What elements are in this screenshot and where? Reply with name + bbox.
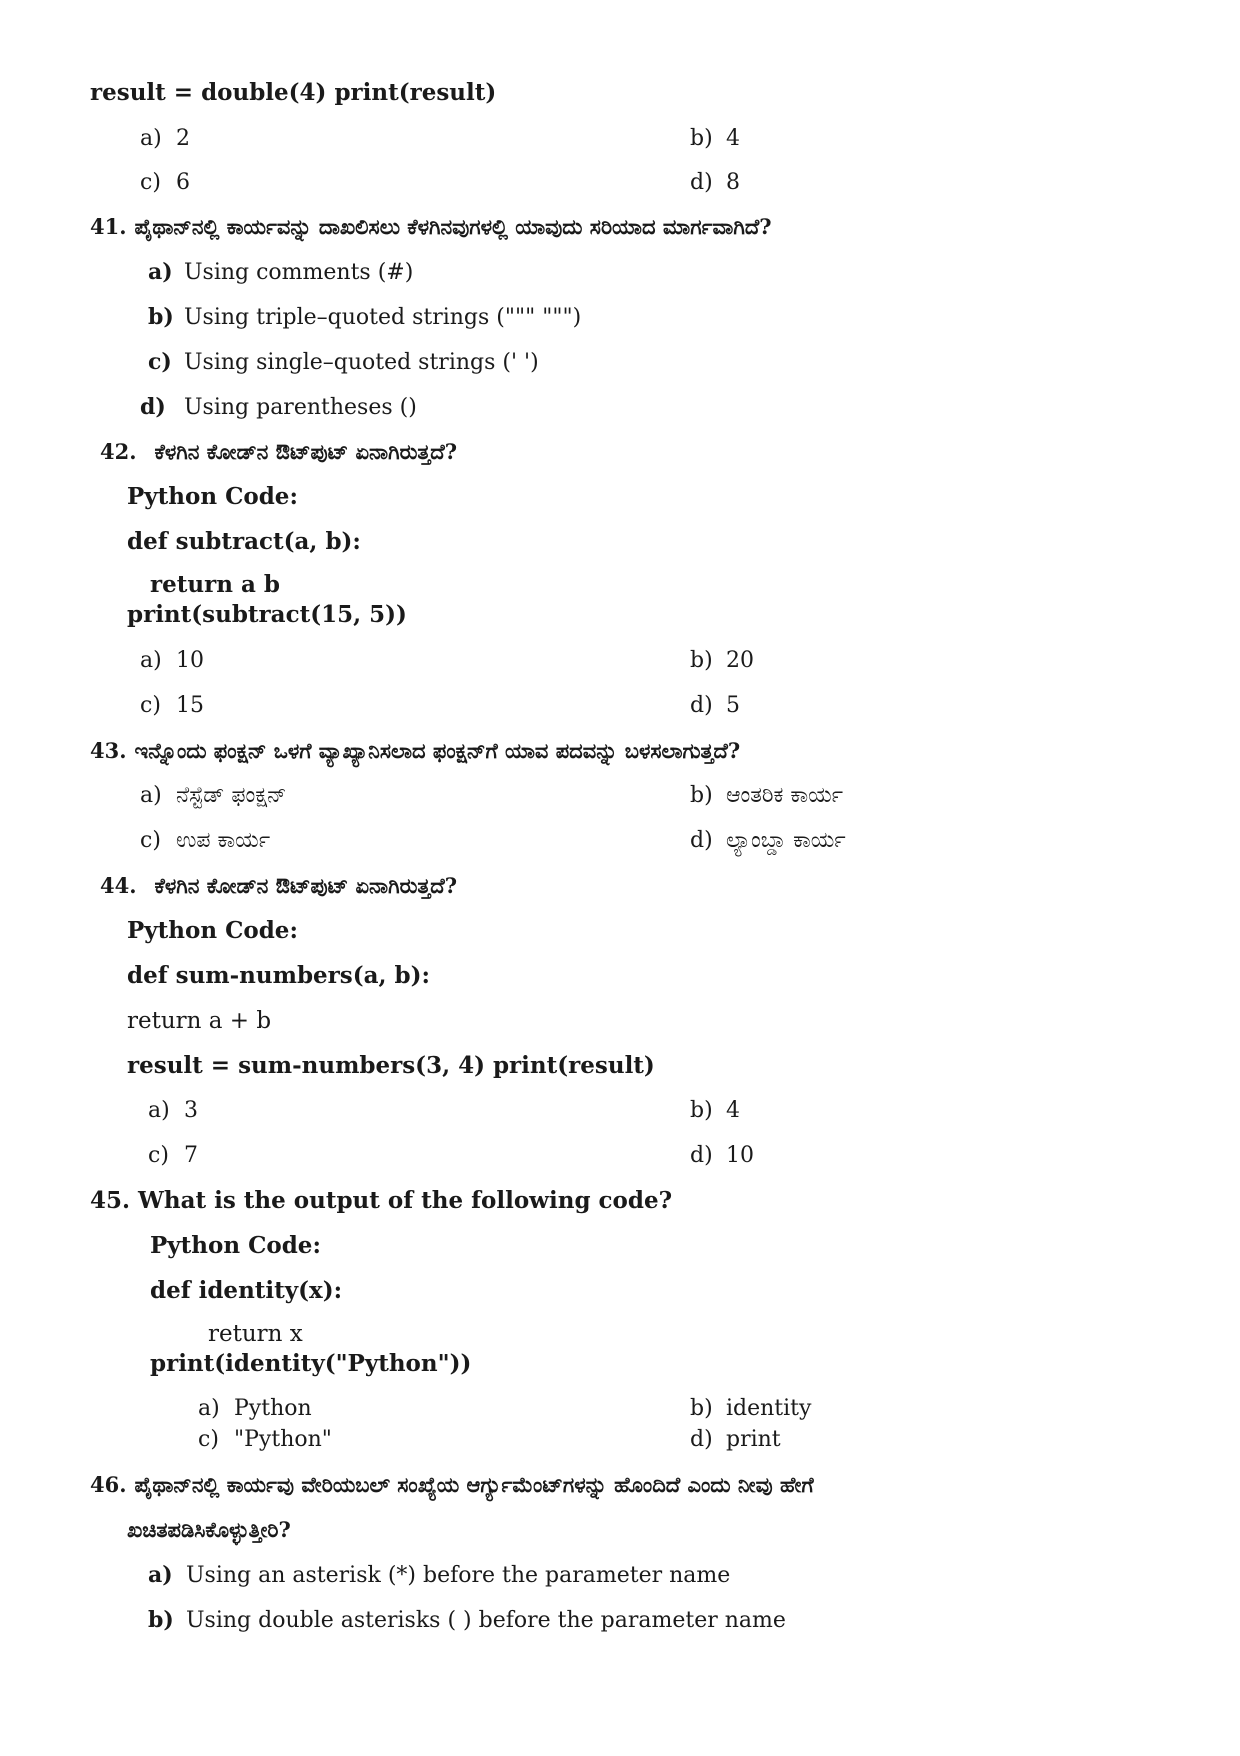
code-line: print(identity("Python")) — [150, 1350, 472, 1377]
code-line: def sum-numbers(a, b): — [127, 962, 430, 989]
option-a: a) ನೆಸ್ಟೆಡ್ ಫಂಕ್ಷನ್ — [140, 783, 287, 808]
question-44: 44. ಕೆಳಗಿನ ಕೋಡ್‌ನ ಔಟ್‌ಪುಟ್ ಏನಾಗಿರುತ್ತದೆ? — [100, 873, 457, 898]
code-line: def identity(x): — [150, 1277, 343, 1304]
question-42: 42. ಕೆಳಗಿನ ಕೋಡ್‌ನ ಔಟ್‌ಪುಟ್ ಏನಾಗಿರುತ್ತದೆ? — [100, 439, 457, 464]
option-a: a) 3 — [148, 1098, 198, 1123]
option-b: b) 4 — [690, 1098, 740, 1123]
option-b: b) ಆಂತರಿಕ ಕಾರ್ಯ — [690, 783, 844, 808]
code-label: Python Code: — [127, 917, 298, 944]
option-c: c) 6 — [140, 170, 190, 195]
code-line: def subtract(a, b): — [127, 528, 361, 555]
question-46: 46. ಪೈಥಾನ್‌ನಲ್ಲಿ ಕಾರ್ಯವು ವೇರಿಯಬಲ್ ಸಂಖ್ಯೆಯ ಆರ್ಗ್ಯುಮೆಂಟ್‌ಗಳನ್ನು ಹೊಂದಿದೆ ಎಂದು ನೀವು ಹೇಗೆ — [90, 1472, 814, 1497]
code-line: result = sum-numbers(3, 4) print(result) — [127, 1052, 655, 1079]
option-a: a) 2 — [140, 126, 190, 151]
option-b: b) Using double asterisks ( ) before the parameter name — [148, 1607, 786, 1633]
option-b: b) identity — [690, 1396, 812, 1421]
option-c: c) "Python" — [198, 1427, 332, 1452]
option-b: b) 4 — [690, 126, 740, 151]
option-a: a) 10 — [140, 648, 204, 673]
option-c: c) ಉಪ ಕಾರ್ಯ — [140, 828, 271, 853]
code-line: return x — [208, 1321, 303, 1347]
option-b: b) Using triple–quoted strings (""" """) — [148, 304, 582, 330]
code-line: print(subtract(15, 5)) — [127, 601, 407, 628]
code-label: Python Code: — [127, 483, 298, 510]
option-a: a) Using an asterisk (*) before the parameter name — [148, 1562, 731, 1588]
code-label: Python Code: — [150, 1232, 321, 1259]
option-a: a) Python — [198, 1396, 312, 1421]
question-43: 43. ಇನ್ನೊಂದು ಫಂಕ್ಷನ್ ಒಳಗೆ ವ್ಯಾಖ್ಯಾನಿಸಲಾದ ಫಂಕ್ಷನ್‌ಗೆ ಯಾವ ಪದವನ್ನು ಬಳಸಲಾಗುತ್ತದೆ? — [90, 738, 741, 763]
question-45: 45. What is the output of the following code? — [90, 1187, 673, 1214]
option-d: d) 8 — [690, 170, 740, 195]
option-d: d) 5 — [690, 693, 740, 718]
option-d: d) Using parentheses () — [140, 394, 417, 420]
question-41: 41. ಪೈಥಾನ್‌ನಲ್ಲಿ ಕಾರ್ಯವನ್ನು ದಾಖಲಿಸಲು ಕೆಳಗಿನವುಗಳಲ್ಲಿ ಯಾವುದು ಸರಿಯಾದ ಮಾರ್ಗವಾಗಿದೆ? — [90, 214, 772, 239]
code-line: return a b — [150, 571, 280, 598]
question-46-continuation: ಖಚಿತಪಡಿಸಿಕೊಳ್ಳುತ್ತೀರಿ? — [127, 1517, 291, 1542]
option-c: c) 7 — [148, 1143, 198, 1168]
option-d: d) ಲ್ಯಾಂಬ್ಡಾ ಕಾರ್ಯ — [690, 828, 846, 853]
code-line: return a + b — [127, 1008, 272, 1034]
option-d: d) print — [690, 1427, 781, 1452]
option-c: c) 15 — [140, 693, 204, 718]
code-line: result = double(4) print(result) — [90, 79, 497, 106]
option-b: b) 20 — [690, 648, 754, 673]
option-d: d) 10 — [690, 1143, 754, 1168]
option-c: c) Using single–quoted strings (' ') — [148, 349, 539, 375]
option-a: a) Using comments (#) — [148, 259, 414, 285]
